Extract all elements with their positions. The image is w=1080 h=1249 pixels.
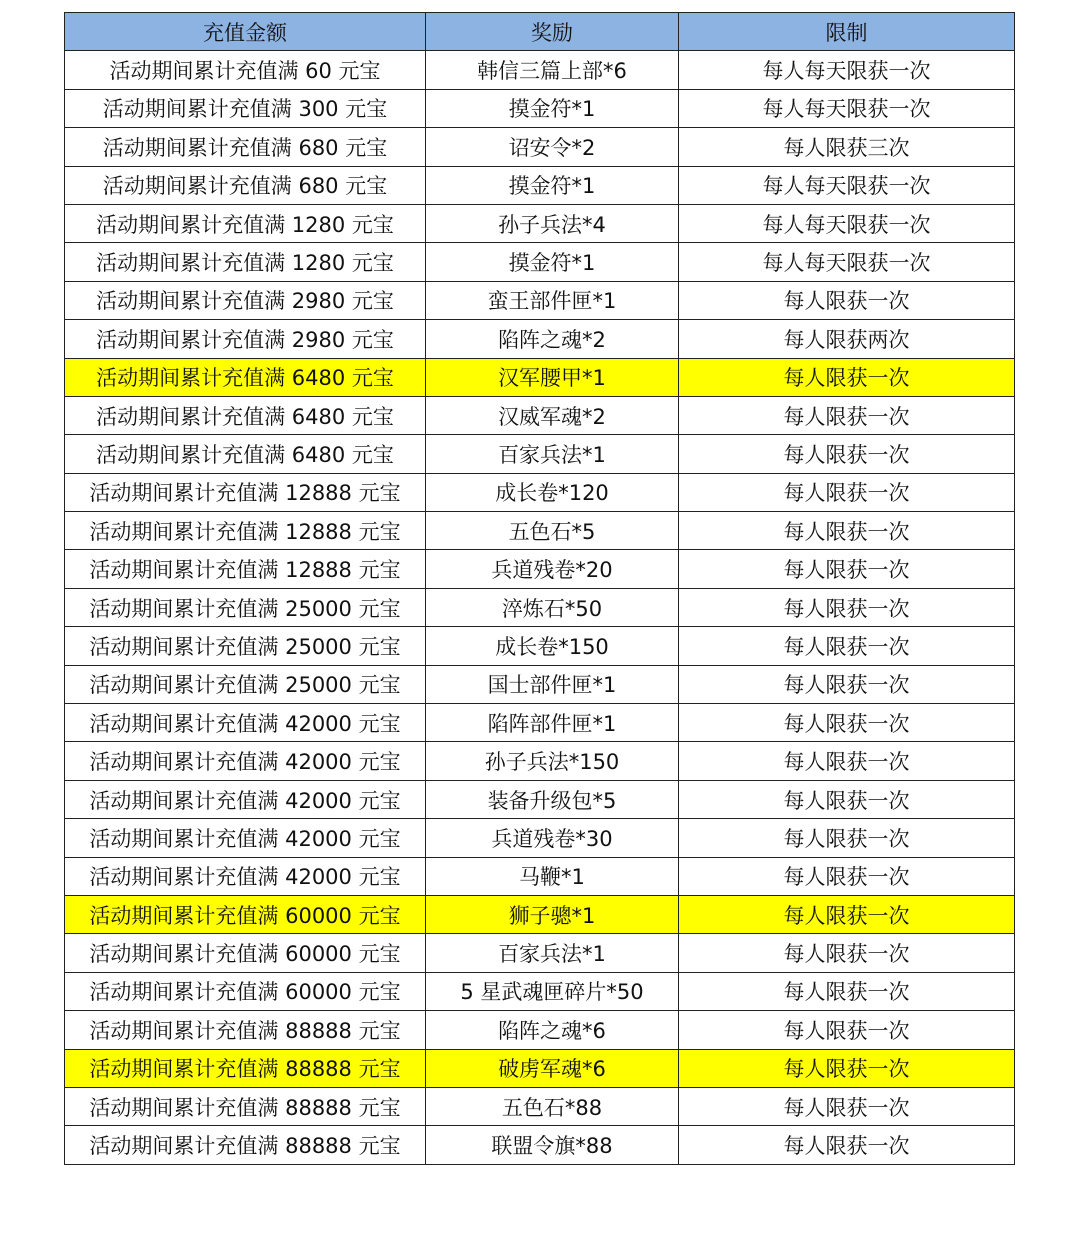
cell-amount: 活动期间累计充值满 2980 元宝 (65, 320, 426, 358)
cell-reward: 孙子兵法*150 (426, 742, 679, 780)
cell-limit: 每人限获三次 (679, 128, 1015, 166)
table-row (65, 742, 1015, 780)
table-row (65, 166, 1015, 204)
table-row (65, 972, 1015, 1010)
cell-limit: 每人限获一次 (679, 665, 1015, 703)
recharge-reward-table (64, 12, 1015, 1165)
cell-limit: 每人限获一次 (679, 396, 1015, 434)
table-row (65, 588, 1015, 626)
cell-reward: 五色石*88 (426, 1087, 679, 1125)
cell-reward: 汉军腰甲*1 (426, 358, 679, 396)
cell-amount: 活动期间累计充值满 1280 元宝 (65, 243, 426, 281)
cell-amount: 活动期间累计充值满 25000 元宝 (65, 588, 426, 626)
cell-limit: 每人限获一次 (679, 1049, 1015, 1087)
cell-limit: 每人限获一次 (679, 1087, 1015, 1125)
cell-reward: 陷阵之魂*6 (426, 1011, 679, 1049)
header-reward: 奖励 (426, 13, 679, 51)
cell-limit: 每人限获一次 (679, 358, 1015, 396)
header-limit: 限制 (679, 13, 1015, 51)
cell-reward: 韩信三篇上部*6 (426, 51, 679, 89)
table-row (65, 204, 1015, 242)
cell-amount: 活动期间累计充值满 12888 元宝 (65, 512, 426, 550)
cell-reward: 陷阵部件匣*1 (426, 704, 679, 742)
cell-amount: 活动期间累计充值满 300 元宝 (65, 89, 426, 127)
table-row (65, 473, 1015, 511)
cell-reward: 5 星武魂匣碎片*50 (426, 972, 679, 1010)
cell-limit: 每人限获一次 (679, 588, 1015, 626)
cell-limit: 每人限获一次 (679, 473, 1015, 511)
recharge-reward-table-container (64, 12, 1014, 1165)
cell-amount: 活动期间累计充值满 680 元宝 (65, 166, 426, 204)
cell-limit: 每人每天限获一次 (679, 243, 1015, 281)
cell-reward: 成长卷*150 (426, 627, 679, 665)
cell-reward: 五色石*5 (426, 512, 679, 550)
cell-reward: 摸金符*1 (426, 89, 679, 127)
cell-limit: 每人限获一次 (679, 857, 1015, 895)
header-row (65, 13, 1015, 51)
cell-amount: 活动期间累计充值满 25000 元宝 (65, 665, 426, 703)
cell-amount: 活动期间累计充值满 60 元宝 (65, 51, 426, 89)
cell-amount: 活动期间累计充值满 12888 元宝 (65, 473, 426, 511)
table-header (65, 13, 1015, 51)
table-row (65, 89, 1015, 127)
cell-limit: 每人每天限获一次 (679, 166, 1015, 204)
cell-limit: 每人限获一次 (679, 819, 1015, 857)
table-row (65, 627, 1015, 665)
table-row (65, 1087, 1015, 1125)
cell-amount: 活动期间累计充值满 2980 元宝 (65, 281, 426, 319)
table-row (65, 128, 1015, 166)
table-row (65, 512, 1015, 550)
cell-amount: 活动期间累计充值满 88888 元宝 (65, 1087, 426, 1125)
cell-reward: 破虏军魂*6 (426, 1049, 679, 1087)
table-row (65, 780, 1015, 818)
cell-amount: 活动期间累计充值满 42000 元宝 (65, 780, 426, 818)
cell-amount: 活动期间累计充值满 12888 元宝 (65, 550, 426, 588)
cell-limit: 每人限获一次 (679, 550, 1015, 588)
header-amount: 充值金额 (65, 13, 426, 51)
table-row (65, 704, 1015, 742)
cell-reward: 兵道残卷*20 (426, 550, 679, 588)
cell-reward: 兵道残卷*30 (426, 819, 679, 857)
cell-limit: 每人限获一次 (679, 704, 1015, 742)
cell-limit: 每人限获一次 (679, 1011, 1015, 1049)
cell-limit: 每人限获一次 (679, 972, 1015, 1010)
table-row (65, 396, 1015, 434)
cell-reward: 陷阵之魂*2 (426, 320, 679, 358)
cell-amount: 活动期间累计充值满 42000 元宝 (65, 819, 426, 857)
table-row (65, 1011, 1015, 1049)
table-row (65, 895, 1015, 933)
table-row (65, 934, 1015, 972)
cell-limit: 每人限获两次 (679, 320, 1015, 358)
cell-reward: 百家兵法*1 (426, 934, 679, 972)
cell-reward: 诏安令*2 (426, 128, 679, 166)
cell-amount: 活动期间累计充值满 42000 元宝 (65, 704, 426, 742)
table-row (65, 550, 1015, 588)
cell-limit: 每人限获一次 (679, 934, 1015, 972)
cell-amount: 活动期间累计充值满 1280 元宝 (65, 204, 426, 242)
table-row (65, 281, 1015, 319)
table-row (65, 665, 1015, 703)
cell-reward: 摸金符*1 (426, 243, 679, 281)
cell-limit: 每人限获一次 (679, 512, 1015, 550)
table-row (65, 435, 1015, 473)
cell-limit: 每人限获一次 (679, 435, 1015, 473)
cell-reward: 装备升级包*5 (426, 780, 679, 818)
table-row (65, 1049, 1015, 1087)
table-body (65, 51, 1015, 1164)
table-row (65, 358, 1015, 396)
table-row (65, 857, 1015, 895)
cell-amount: 活动期间累计充值满 680 元宝 (65, 128, 426, 166)
cell-reward: 狮子骢*1 (426, 895, 679, 933)
cell-reward: 百家兵法*1 (426, 435, 679, 473)
cell-limit: 每人每天限获一次 (679, 51, 1015, 89)
cell-reward: 孙子兵法*4 (426, 204, 679, 242)
cell-reward: 联盟令旗*88 (426, 1126, 679, 1164)
cell-reward: 汉威军魂*2 (426, 396, 679, 434)
cell-amount: 活动期间累计充值满 6480 元宝 (65, 358, 426, 396)
cell-reward: 成长卷*120 (426, 473, 679, 511)
cell-reward: 淬炼石*50 (426, 588, 679, 626)
table-row (65, 51, 1015, 89)
cell-amount: 活动期间累计充值满 88888 元宝 (65, 1126, 426, 1164)
table-row (65, 819, 1015, 857)
cell-limit: 每人限获一次 (679, 627, 1015, 665)
table-row (65, 1126, 1015, 1164)
cell-limit: 每人每天限获一次 (679, 204, 1015, 242)
cell-amount: 活动期间累计充值满 60000 元宝 (65, 972, 426, 1010)
cell-amount: 活动期间累计充值满 25000 元宝 (65, 627, 426, 665)
cell-amount: 活动期间累计充值满 88888 元宝 (65, 1049, 426, 1087)
cell-reward: 马鞭*1 (426, 857, 679, 895)
cell-limit: 每人限获一次 (679, 281, 1015, 319)
cell-amount: 活动期间累计充值满 42000 元宝 (65, 742, 426, 780)
cell-limit: 每人限获一次 (679, 895, 1015, 933)
table-row (65, 243, 1015, 281)
cell-reward: 蛮王部件匣*1 (426, 281, 679, 319)
cell-limit: 每人每天限获一次 (679, 89, 1015, 127)
cell-amount: 活动期间累计充值满 6480 元宝 (65, 435, 426, 473)
table-row (65, 320, 1015, 358)
cell-reward: 国士部件匣*1 (426, 665, 679, 703)
cell-reward: 摸金符*1 (426, 166, 679, 204)
cell-amount: 活动期间累计充值满 6480 元宝 (65, 396, 426, 434)
cell-amount: 活动期间累计充值满 60000 元宝 (65, 934, 426, 972)
cell-amount: 活动期间累计充值满 88888 元宝 (65, 1011, 426, 1049)
cell-limit: 每人限获一次 (679, 742, 1015, 780)
cell-limit: 每人限获一次 (679, 780, 1015, 818)
cell-amount: 活动期间累计充值满 42000 元宝 (65, 857, 426, 895)
cell-limit: 每人限获一次 (679, 1126, 1015, 1164)
cell-amount: 活动期间累计充值满 60000 元宝 (65, 895, 426, 933)
